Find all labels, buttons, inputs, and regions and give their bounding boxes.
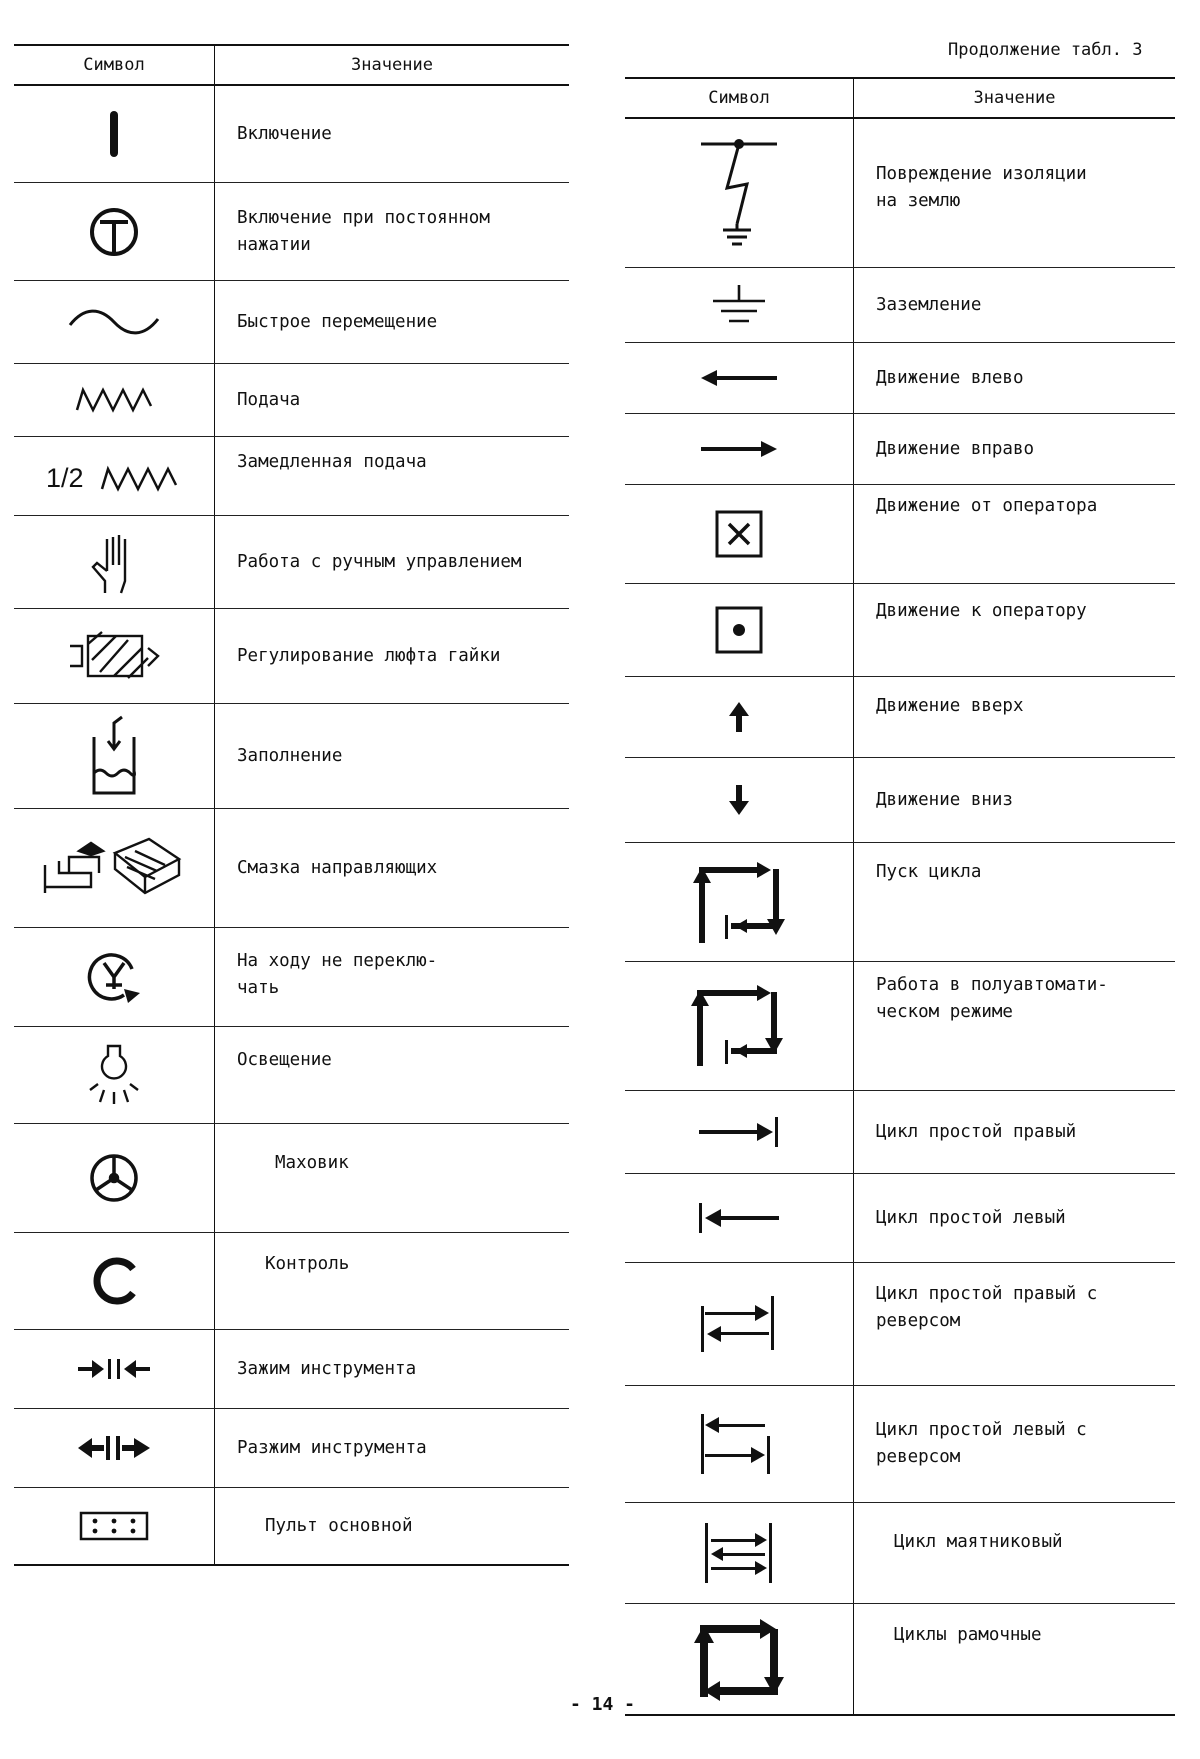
table-row — [625, 268, 1175, 343]
table-row — [625, 843, 1175, 962]
row-label: Замедленная подача — [237, 452, 427, 472]
row-label: Движение вправо — [876, 438, 1035, 459]
row-label: Движение влево — [876, 367, 1024, 388]
tool-unclamp-icon — [76, 1434, 152, 1462]
filling-icon — [86, 713, 142, 799]
row-label: На ходу не переклю- чать — [237, 951, 438, 998]
row-label: Регулирование люфта гайки — [237, 645, 501, 666]
header-symbol: Символ — [14, 46, 215, 84]
handwheel-icon — [88, 1152, 140, 1204]
table-row — [625, 1174, 1175, 1263]
row-label: Заполнение — [237, 745, 343, 766]
row-label: Маховик — [275, 1153, 349, 1173]
rapid-traverse-icon — [66, 307, 162, 337]
symbol-table-right — [625, 77, 1175, 1716]
toward-operator-icon — [714, 605, 764, 655]
table-row — [14, 516, 569, 609]
away-from-operator-icon — [714, 509, 764, 559]
hand-icon — [89, 529, 139, 595]
semi-auto-icon — [689, 984, 789, 1068]
table-row — [14, 1488, 569, 1566]
control-icon — [89, 1255, 139, 1307]
row-label: Разжим инструмента — [237, 1437, 427, 1458]
table-row — [14, 1124, 569, 1233]
row-label: Работа с ручным управлением — [237, 551, 522, 572]
table-row — [625, 343, 1175, 414]
ground-icon — [709, 283, 769, 327]
guideway-lubrication-icon — [39, 833, 189, 903]
row-label: Цикл маятниковый — [894, 1532, 1063, 1552]
table-row — [14, 281, 569, 364]
table-row — [625, 485, 1175, 584]
table-header — [14, 44, 569, 86]
row-label: Движение к оператору — [876, 601, 1087, 621]
arrow-left-icon — [699, 366, 779, 390]
cycle-start-icon — [689, 859, 789, 945]
table-header — [625, 77, 1175, 119]
table-row — [14, 364, 569, 437]
ground-fault-icon — [697, 138, 781, 248]
tool-clamp-icon — [76, 1356, 152, 1382]
table-row — [14, 704, 569, 809]
table-row — [14, 809, 569, 928]
table-row — [625, 1091, 1175, 1174]
header-symbol: Символ — [625, 79, 854, 117]
table-row — [625, 119, 1175, 268]
row-label: Быстрое перемещение — [237, 311, 438, 332]
page-number: - 14 - — [570, 1694, 636, 1715]
nut-backlash-icon — [66, 626, 162, 686]
row-label: Цикл простой правый — [876, 1121, 1077, 1142]
row-label: Смазка направляющих — [237, 857, 438, 878]
pendulum-cycle-icon — [703, 1521, 775, 1585]
slow-feed-fraction: 1/2 — [46, 463, 84, 493]
table-row — [14, 1330, 569, 1409]
row-label: Подача — [237, 389, 301, 410]
row-label: Зажим инструмента — [237, 1358, 417, 1379]
arrow-up-icon — [727, 700, 751, 734]
arrow-down-icon — [727, 783, 751, 817]
table-row — [625, 584, 1175, 677]
slow-feed-icon — [44, 459, 184, 493]
row-label: Движение вверх — [876, 696, 1024, 716]
cycle-left-reverse-icon — [699, 1412, 779, 1476]
row-label: Движение вниз — [876, 789, 1013, 810]
table-row — [625, 962, 1175, 1091]
header-meaning: Значение — [351, 55, 433, 75]
table-row — [625, 1386, 1175, 1503]
continuation-note: Продолжение табл. 3 — [948, 40, 1143, 60]
table-row — [14, 609, 569, 704]
table-row — [14, 437, 569, 516]
feed-icon — [73, 386, 155, 414]
table-row — [14, 1027, 569, 1124]
row-label: Цикл простой правый с реверсом — [876, 1284, 1098, 1331]
frame-cycles-icon — [694, 1619, 784, 1699]
row-label: Цикл простой левый — [876, 1207, 1066, 1228]
table-row — [625, 1503, 1175, 1604]
row-label: Пульт основной — [265, 1515, 413, 1536]
row-label: Освещение — [237, 1050, 332, 1070]
row-label: Включение при постоянном нажатии — [237, 207, 490, 255]
cycle-right-reverse-icon — [699, 1294, 779, 1354]
cycle-left-icon — [697, 1201, 781, 1235]
arrow-right-icon — [699, 437, 779, 461]
row-label: Циклы рамочные — [894, 1625, 1042, 1645]
row-label: Работа в полуавтомати- ческом режиме — [876, 975, 1108, 1022]
table-row — [14, 1233, 569, 1330]
symbol-table-left — [14, 44, 569, 1566]
switch-on-icon — [104, 109, 124, 159]
row-label: Пуск цикла — [876, 862, 982, 882]
row-label: Заземление — [876, 294, 982, 315]
table-row — [14, 1409, 569, 1488]
no-shift-in-motion-icon — [84, 949, 144, 1005]
row-label: Включение — [237, 123, 332, 144]
row-label: Контроль — [265, 1254, 350, 1274]
table-row — [625, 1604, 1175, 1716]
table-row — [14, 86, 569, 183]
header-meaning: Значение — [973, 88, 1056, 108]
table-row — [14, 928, 569, 1027]
table-row — [625, 758, 1175, 843]
lamp-icon — [84, 1040, 144, 1110]
main-panel-icon — [79, 1511, 149, 1541]
hold-to-run-icon — [88, 206, 140, 258]
table-row — [625, 414, 1175, 485]
row-label: Цикл простой левый с реверсом — [876, 1420, 1087, 1467]
row-label: Повреждение изоляции на землю — [876, 164, 1087, 211]
table-row — [625, 1263, 1175, 1386]
row-label: Движение от оператора — [876, 496, 1098, 516]
cycle-right-icon — [697, 1115, 781, 1149]
table-row — [625, 677, 1175, 758]
table-row — [14, 183, 569, 281]
